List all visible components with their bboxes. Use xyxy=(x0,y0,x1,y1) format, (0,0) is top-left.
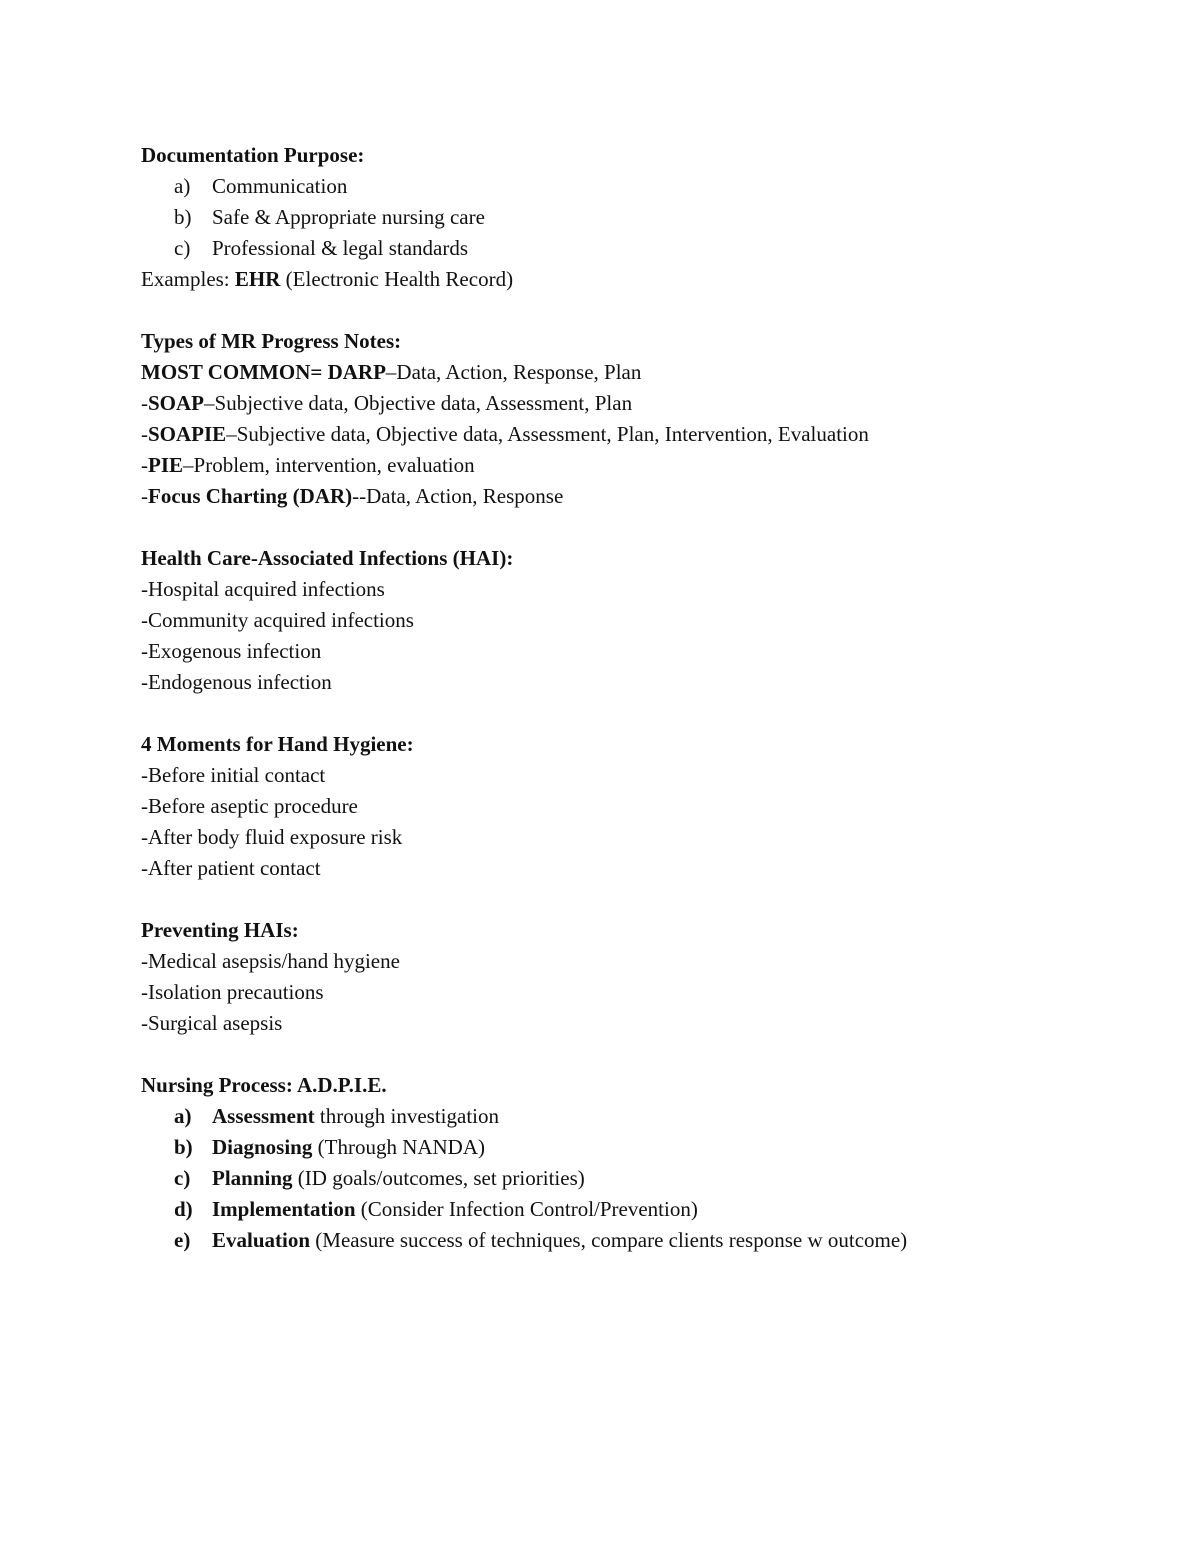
preventing-heading: Preventing HAIs: xyxy=(141,918,299,942)
note-type: PIE xyxy=(148,453,184,477)
note-description: –Subjective data, Objective data, Assessment, Plan, Intervention, Evaluation xyxy=(226,422,869,446)
spacer xyxy=(141,698,1141,729)
progress-note-line xyxy=(141,357,1141,388)
list-marker: b) xyxy=(174,205,192,229)
document-page xyxy=(141,140,1141,1256)
progress-notes-heading: Types of MR Progress Notes: xyxy=(141,329,402,353)
list-marker: e) xyxy=(174,1228,191,1252)
line-prefix: - xyxy=(141,453,148,477)
list-marker: c) xyxy=(174,236,191,260)
spacer xyxy=(141,1039,1141,1070)
examples-rest: (Electronic Health Record) xyxy=(280,267,514,291)
documentation-heading: Documentation Purpose: xyxy=(141,143,365,167)
documentation-item xyxy=(141,171,1141,202)
step-name: Diagnosing xyxy=(212,1135,313,1159)
note-description: –Data, Action, Response, Plan xyxy=(385,360,642,384)
progress-note-line xyxy=(141,419,1141,450)
note-type: SOAPIE xyxy=(148,422,227,446)
hai-line: -Hospital acquired infections xyxy=(141,577,385,601)
line-prefix: - xyxy=(141,422,148,446)
examples-prefix: Examples: xyxy=(141,267,235,291)
nursing-process-item xyxy=(141,1101,1141,1132)
step-name: Planning xyxy=(212,1166,293,1190)
hai-heading: Health Care-Associated Infections (HAI): xyxy=(141,546,514,570)
preventing-line: -Medical asepsis/hand hygiene xyxy=(141,949,400,973)
documentation-item xyxy=(141,233,1141,264)
hand-hygiene-line: -Before aseptic procedure xyxy=(141,794,358,818)
list-marker: b) xyxy=(174,1135,193,1159)
nursing-process-item xyxy=(141,1132,1141,1163)
step-name: Assessment xyxy=(212,1104,315,1128)
examples-line xyxy=(141,264,1141,295)
note-type: MOST COMMON= DARP xyxy=(141,360,386,384)
step-description: through investigation xyxy=(314,1104,499,1128)
line-prefix: - xyxy=(141,391,148,415)
spacer xyxy=(141,884,1141,915)
preventing-line: -Isolation precautions xyxy=(141,980,324,1004)
progress-note-line xyxy=(141,450,1141,481)
hai-line: -Endogenous infection xyxy=(141,670,332,694)
hand-hygiene-line: -After patient contact xyxy=(141,856,321,880)
progress-note-line xyxy=(141,388,1141,419)
hand-hygiene-line: -Before initial contact xyxy=(141,763,326,787)
examples-bold: EHR xyxy=(234,267,281,291)
note-description: --Data, Action, Response xyxy=(352,484,564,508)
list-item-text: Communication xyxy=(212,174,348,198)
step-name: Evaluation xyxy=(212,1228,311,1252)
spacer xyxy=(141,295,1141,326)
hai-line: -Exogenous infection xyxy=(141,639,322,663)
list-marker: c) xyxy=(174,1166,191,1190)
list-item-text: Professional & legal standards xyxy=(212,236,469,260)
nursing-process-item xyxy=(141,1225,1141,1256)
step-description: (ID goals/outcomes, set priorities) xyxy=(292,1166,585,1190)
spacer xyxy=(141,512,1141,543)
step-description: (Measure success of techniques, compare clients response w outcome) xyxy=(310,1228,908,1252)
list-marker: d) xyxy=(174,1197,193,1221)
note-description: –Problem, intervention, evaluation xyxy=(183,453,475,477)
note-description: –Subjective data, Objective data, Assessment, Plan xyxy=(204,391,633,415)
progress-note-line xyxy=(141,481,1141,512)
step-description: (Through NANDA) xyxy=(312,1135,486,1159)
documentation-item xyxy=(141,202,1141,233)
preventing-line: -Surgical asepsis xyxy=(141,1011,283,1035)
hand-hygiene-heading: 4 Moments for Hand Hygiene: xyxy=(141,732,414,756)
note-type: SOAP xyxy=(148,391,205,415)
hai-line: -Community acquired infections xyxy=(141,608,414,632)
step-description: (Consider Infection Control/Prevention) xyxy=(355,1197,698,1221)
list-marker: a) xyxy=(174,1104,192,1128)
note-type: Focus Charting (DAR) xyxy=(148,484,353,508)
nursing-process-item xyxy=(141,1163,1141,1194)
hand-hygiene-line: -After body fluid exposure risk xyxy=(141,825,403,849)
list-item-text: Safe & Appropriate nursing care xyxy=(212,205,485,229)
list-marker: a) xyxy=(174,174,191,198)
nursing-process-heading: Nursing Process: A.D.P.I.E. xyxy=(141,1073,387,1097)
step-name: Implementation xyxy=(212,1197,356,1221)
line-prefix: - xyxy=(141,484,148,508)
nursing-process-item xyxy=(141,1194,1141,1225)
